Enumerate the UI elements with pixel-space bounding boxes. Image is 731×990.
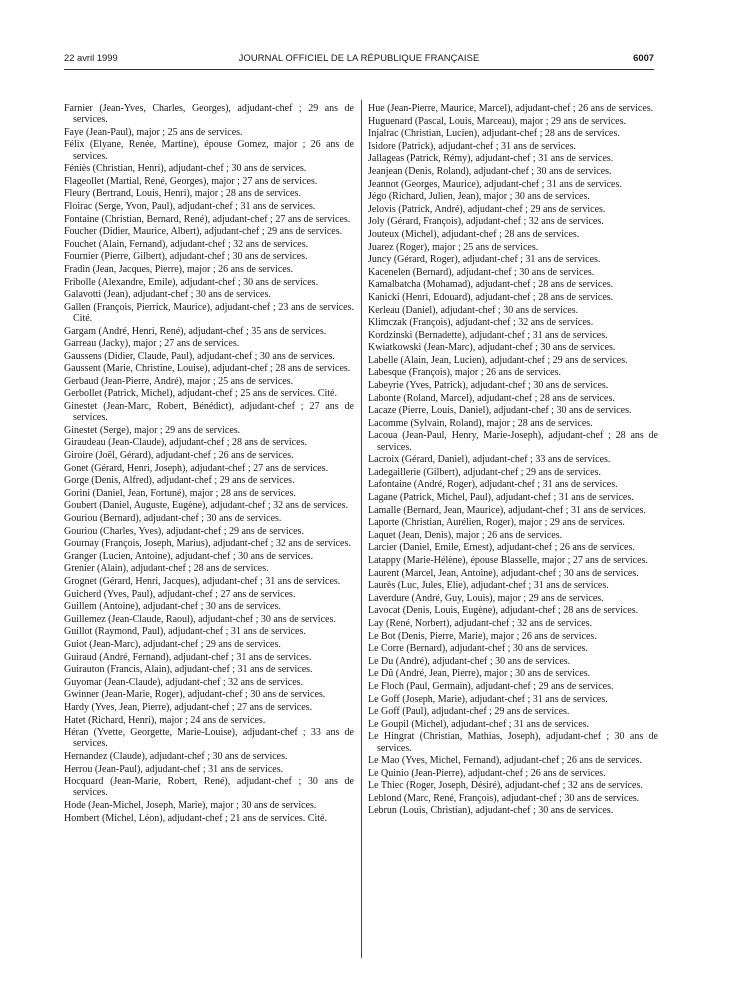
list-item: Guillot (Raymond, Paul), adjudant-chef ; 31 ans de services. [64, 626, 306, 638]
list-item: Gorge (Denis, Alfred), adjudant-chef ; 29 ans de services. [64, 475, 295, 487]
list-item: Laverdure (André, Guy, Louis), major ; 29 ans de services. [368, 592, 604, 604]
list-item: Isidore (Patrick), adjudant-chef ; 31 ans de services. [368, 140, 576, 152]
list-item: Kamalbatcha (Mohamad), adjudant-chef ; 28 ans de services. [368, 279, 614, 291]
list-item: Héran (Yvette, Georgette, Marie-Louise), adjudant-chef ; 33 ans de services. [64, 727, 354, 750]
list-item: Le Thiec (Roger, Joseph, Désiré), adjudant-chef ; 32 ans de services. [368, 780, 643, 792]
list-item: Jallageas (Patrick, Rémy), adjudant-chef ; 31 ans de services. [368, 153, 614, 165]
list-item: Kanicki (Henri, Edouard), adjudant-chef ; 28 ans de services. [368, 291, 614, 303]
list-item: Klimczak (François), adjudant-chef ; 32 ans de services. [368, 317, 594, 329]
list-item: Fontaine (Christian, Bernard, René), adjudant-chef ; 27 ans de services. [64, 213, 351, 225]
list-item: Guiraud (André, Fernand), adjudant-chef ; 31 ans de services. [64, 651, 312, 663]
header-rule [64, 69, 654, 70]
list-item: Floirac (Serge, Yvon, Paul), adjudant-chef ; 31 ans de services. [64, 200, 316, 212]
column-separator [361, 100, 362, 958]
list-item: Fradin (Jean, Jacques, Pierre), major ; 26 ans de services. [64, 263, 294, 275]
list-item: Lafontaine (André, Roger), adjudant-chef ; 31 ans de services. [368, 479, 618, 491]
list-item: Gerbaud (Jean-Pierre, André), major ; 25 ans de services. [64, 375, 294, 387]
journal-title: JOURNAL OFFICIEL DE LA RÉPUBLIQUE FRANÇAISE [238, 52, 480, 63]
right-column [368, 103, 658, 818]
list-item: Lay (René, Norbert), adjudant-chef ; 32 ans de services. [368, 617, 593, 629]
page-header [64, 52, 654, 66]
list-item: Farnier (Jean-Yves, Charles, Georges), adjudant-chef ; 29 ans de services. [64, 103, 354, 126]
list-item: Joly (Gérard, François), adjudant-chef ; 32 ans de services. [368, 216, 604, 228]
list-item: Féniès (Christian, Henri), adjudant-chef ; 30 ans de services. [64, 163, 307, 175]
list-item: Guiot (Jean-Marc), adjudant-chef ; 29 ans de services. [64, 638, 281, 650]
list-item: Lamalle (Bernard, Jean, Maurice), adjudant-chef ; 31 ans de services. [368, 504, 646, 516]
list-item: Lacaze (Pierre, Louis, Daniel), adjudant-chef ; 30 ans de services. [368, 405, 632, 417]
list-item: Gaussent (Marie, Christine, Louise), adjudant-chef ; 28 ans de services. [64, 363, 351, 375]
list-item: Félix (Elyane, Renée, Martine), épouse Gomez, major ; 26 ans de services. [64, 139, 354, 162]
list-item: Jégo (Richard, Julien, Jean), major ; 30 ans de services. [368, 191, 590, 203]
list-item: Gouriou (Charles, Yves), adjudant-chef ; 29 ans de services. [64, 525, 304, 537]
list-item: Huguenard (Pascal, Louis, Marceau), major ; 29 ans de services. [368, 115, 626, 127]
list-item: Fouchet (Alain, Fernand), adjudant-chef ; 32 ans de services. [64, 238, 309, 250]
list-item: Juncy (Gérard, Roger), adjudant-chef ; 31 ans de services. [368, 254, 601, 266]
list-item: Labonte (Roland, Marcel), adjudant-chef ; 28 ans de services. [368, 392, 615, 404]
list-item: Le Goupil (Michel), adjudant-chef ; 31 ans de services. [368, 718, 590, 730]
list-item: Guicherd (Yves, Paul), adjudant-chef ; 27 ans de services. [64, 588, 296, 600]
list-item: Granger (Lucien, Antoine), adjudant-chef ; 30 ans de services. [64, 550, 314, 562]
list-item: Labelle (Alain, Jean, Lucien), adjudant-chef ; 29 ans de services. [368, 354, 628, 366]
list-item: Fribolle (Alexandre, Emile), adjudant-chef ; 30 ans de services. [64, 276, 319, 288]
list-item: Kwiatkowski (Jean-Marc), adjudant-chef ; 30 ans de services. [368, 342, 616, 354]
list-item: Ginestet (Jean-Marc, Robert, Bénédict), adjudant-chef ; 27 ans de services. [64, 401, 354, 424]
list-item: Laurès (Luc, Jules, Elie), adjudant-chef ; 31 ans de services. [368, 580, 609, 592]
list-item: Le Mao (Yves, Michel, Fernand), adjudant-chef ; 26 ans de services. [368, 755, 642, 767]
list-item: Gorini (Daniel, Jean, Fortuné), major ; 28 ans de services. [64, 487, 296, 499]
list-item: Gerbollet (Patrick, Michel), adjudant-chef ; 25 ans de services. Cité. [64, 388, 337, 400]
list-item: Giroire (Joël, Gérard), adjudant-chef ; 26 ans de services. [64, 450, 294, 462]
list-item: Jeannot (Georges, Maurice), adjudant-chef ; 31 ans de services. [368, 178, 622, 190]
list-item: Lagane (Patrick, Michel, Paul), adjudant-chef ; 31 ans de services. [368, 492, 634, 504]
list-item: Foucher (Didier, Maurice, Albert), adjudant-chef ; 29 ans de services. [64, 226, 343, 238]
page-number: 6007 [633, 52, 654, 63]
list-item: Le Hingrat (Christian, Mathias, Joseph), adjudant-chef ; 30 ans de services. [368, 731, 658, 754]
list-item: Lavocat (Denis, Louis, Eugène), adjudant-chef ; 28 ans de services. [368, 605, 639, 617]
list-item: Gournay (François, Joseph, Marius), adjudant-chef ; 32 ans de services. [64, 538, 351, 550]
list-item: Le Du (André), adjudant-chef ; 30 ans de services. [368, 655, 571, 667]
list-item: Laporte (Christian, Aurélien, Roger), major ; 29 ans de services. [368, 517, 625, 529]
list-item: Lacomme (Sylvain, Roland), major ; 28 ans de services. [368, 417, 593, 429]
list-item: Flageollet (Martial, René, Georges), major ; 27 ans de services. [64, 175, 318, 187]
list-item: Latappy (Marie-Hélène), épouse Blasselle, major ; 27 ans de services. [368, 554, 648, 566]
list-item: Hardy (Yves, Jean, Pierre), adjudant-chef ; 27 ans de services. [64, 701, 313, 713]
list-item: Grenier (Alain), adjudant-chef ; 28 ans de services. [64, 563, 269, 575]
list-item: Injalrac (Christian, Lucien), adjudant-chef ; 28 ans de services. [368, 128, 620, 140]
list-item: Gwinner (Jean-Marie, Roger), adjudant-chef ; 30 ans de services. [64, 689, 326, 701]
list-item: Faye (Jean-Paul), major ; 25 ans de services. [64, 126, 243, 138]
list-item: Le Dû (André, Jean, Pierre), major ; 30 ans de services. [368, 668, 591, 680]
list-item: Fournier (Pierre, Gilbert), adjudant-chef ; 30 ans de services. [64, 251, 308, 263]
list-item: Guillemez (Jean-Claude, Raoul), adjudant-chef ; 30 ans de services. [64, 613, 336, 625]
list-item: Guyomar (Jean-Claude), adjudant-chef ; 32 ans de services. [64, 676, 304, 688]
list-item: Ginestet (Serge), major ; 29 ans de services. [64, 424, 241, 436]
list-item: Le Bot (Denis, Pierre, Marie), major ; 26 ans de services. [368, 630, 597, 642]
list-item: Hatet (Richard, Henri), major ; 24 ans de services. [64, 714, 266, 726]
list-item: Galavotti (Jean), adjudant-chef ; 30 ans de services. [64, 289, 271, 301]
list-item: Gonet (Gérard, Henri, Joseph), adjudant-chef ; 27 ans de services. [64, 462, 329, 474]
list-item: Guillem (Antoine), adjudant-chef ; 30 ans de services. [64, 601, 281, 613]
list-item: Laquet (Jean, Denis), major ; 26 ans de services. [368, 529, 563, 541]
list-item: Kordzinski (Bernadette), adjudant-chef ; 31 ans de services. [368, 329, 608, 341]
list-item: Gallen (François, Pierrick, Maurice), adjudant-chef ; 23 ans de services. Cité. [64, 301, 354, 324]
list-item: Hombert (Michel, Léon), adjudant-chef ; 21 ans de services. Cité. [64, 812, 327, 824]
publication-date: 22 avril 1999 [64, 52, 118, 63]
list-item: Ladegaillerie (Gilbert), adjudant-chef ; 29 ans de services. [368, 466, 601, 478]
list-item: Gaussens (Didier, Claude, Paul), adjudant-chef ; 30 ans de services. [64, 350, 335, 362]
list-item: Gouriou (Bernard), adjudant-chef ; 30 ans de services. [64, 513, 282, 525]
list-item: Grognet (Gérard, Henri, Jacques), adjudant-chef ; 31 ans de services. [64, 576, 341, 587]
list-item: Le Quinio (Jean-Pierre), adjudant-chef ; 26 ans de services. [368, 767, 606, 779]
list-item: Goubert (Daniel, Auguste, Eugène), adjudant-chef ; 32 ans de services. [64, 500, 349, 512]
list-item: Herrou (Jean-Paul), adjudant-chef ; 31 ans de services. [64, 763, 284, 775]
list-item: Kerleau (Daniel), adjudant-chef ; 30 ans de services. [368, 304, 579, 316]
list-item: Kacenelen (Bernard), adjudant-chef ; 30 ans de services. [368, 266, 595, 278]
list-item: Gargam (André, Henri, René), adjudant-chef ; 35 ans de services. [64, 325, 327, 337]
list-item: Giraudeau (Jean-Claude), adjudant-chef ; 28 ans de services. [64, 437, 307, 449]
list-item: Hocquard (Jean-Marie, Robert, René), adjudant-chef ; 30 ans de services. [64, 776, 354, 799]
list-item: Leblond (Marc, René, François), adjudant-chef ; 30 ans de services. [368, 792, 640, 804]
list-item: Laurent (Marcel, Jean, Antoine), adjudant-chef ; 30 ans de services. [368, 567, 639, 579]
left-column [64, 103, 354, 825]
list-item: Lebrun (Louis, Christian), adjudant-chef ; 30 ans de services. [368, 805, 614, 817]
list-item: Juarez (Roger), major ; 25 ans de services. [368, 241, 539, 253]
list-item: Jeanjean (Denis, Roland), adjudant-chef ; 30 ans de services. [368, 165, 612, 177]
list-item: Hue (Jean-Pierre, Maurice, Marcel), adjudant-chef ; 26 ans de services. [368, 103, 654, 114]
list-item: Le Goff (Paul), adjudant-chef ; 29 ans de services. [368, 706, 570, 718]
list-item: Lacoua (Jean-Paul, Henry, Marie-Joseph), adjudant-chef ; 28 ans de services. [368, 430, 658, 453]
list-item: Labeyrie (Yves, Patrick), adjudant-chef ; 30 ans de services. [368, 380, 609, 392]
list-item: Le Corre (Bernard), adjudant-chef ; 30 ans de services. [368, 643, 588, 655]
list-item: Le Goff (Joseph, Marie), adjudant-chef ; 31 ans de services. [368, 693, 608, 705]
list-item: Jelovis (Patrick, André), adjudant-chef ; 29 ans de services. [368, 203, 606, 215]
list-item: Fleury (Bertrand, Louis, Henri), major ; 28 ans de services. [64, 188, 301, 200]
list-item: Jouteux (Michel), adjudant-chef ; 28 ans de services. [368, 228, 580, 240]
list-item: Labesque (François), major ; 26 ans de services. [368, 367, 561, 379]
list-item: Hernandez (Claude), adjudant-chef ; 30 ans de services. [64, 750, 288, 762]
list-item: Hode (Jean-Michel, Joseph, Marie), major ; 30 ans de services. [64, 799, 317, 811]
list-item: Garreau (Jacky), major ; 27 ans de services. [64, 338, 240, 350]
list-item: Larcier (Daniel, Emile, Ernest), adjudant-chef ; 26 ans de services. [368, 542, 635, 554]
list-item: Lacroix (Gérard, Daniel), adjudant-chef ; 33 ans de services. [368, 454, 611, 466]
list-item: Le Floch (Paul, Germain), adjudant-chef ; 29 ans de services. [368, 680, 614, 692]
list-item: Guirauton (Francis, Alain), adjudant-chef ; 31 ans de services. [64, 664, 313, 676]
